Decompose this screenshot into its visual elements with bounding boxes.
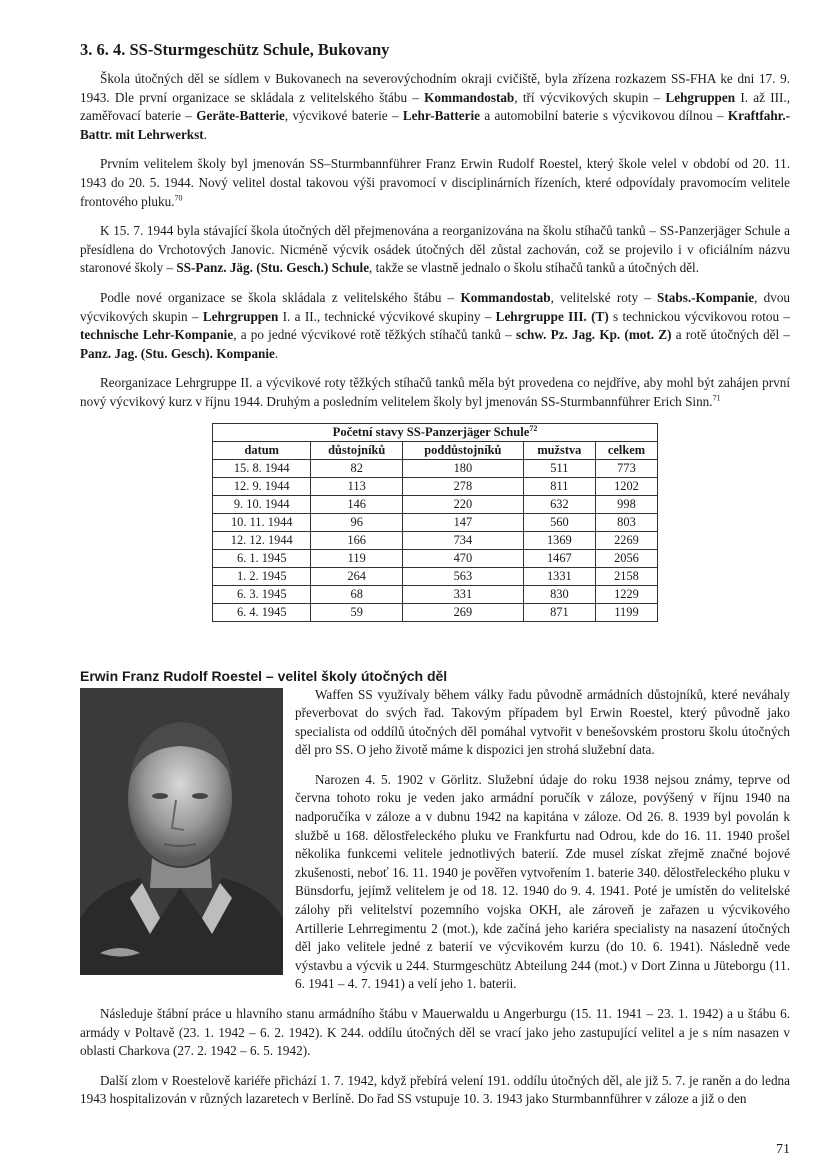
table-cell: 59 xyxy=(311,603,402,621)
table-cell: 264 xyxy=(311,567,402,585)
paragraph-1: Škola útočných děl se sídlem v Bukovanech na severovýchodním okraji cvičiště, byla zřízena rozkazem SS-FHA ke dni 17. 9. 1943. Dle první organizace se skládala z velitelského štábu – Kommandostab, tří výcvikových skupin – Lehgruppen I. až III., zaměřovací baterie – Geräte-Batterie, výcvikové baterie – Lehr-Batterie a automobilní baterie s výcvikovou dílnou – Kraftfahr.-Battr. mit Lehrwerkst. xyxy=(80,71,791,142)
table-cell: 830 xyxy=(523,585,595,603)
table-cell: 560 xyxy=(523,513,595,531)
paragraph-3: K 15. 7. 1944 byla stávající škola útočných děl přejmenována a reorganizována na školu stíhačů tanků – SS-Panzerjäger Schule a přesídlena do Vrchotových Janovic. Nicméně výcvik osádek útočných děl zůstal zachován, což se projevilo i v oficiálním názvu staronové školy – SS-Panz. Jäg. (Stu. Gesch.) Schule, takže se vlastně jednalo o školu stíhačů tanků a útočných děl. xyxy=(80,223,790,276)
table-title: Početní stavy SS-Panzerjäger Schule$^{72}$ xyxy=(212,423,658,441)
bio-paragraph-3: Následuje štábní práce u hlavního stanu armádního štábu v Mauerwaldu u Angerburgu (15. 11. 1941 – 23. 1. 1942) a u štábu 6. armády v Poltavě (23. 1. 1942 – 6. 2. 1942). K 244. oddílu útočných děl se vrací jako jeho zastupující velitel a je s ním nasazen v oblasti Charkova (27. 2. 1942 – 6. 5. 1942). xyxy=(80,1006,790,1059)
table-cell: 1199 xyxy=(595,603,657,621)
table-header-row xyxy=(213,441,658,459)
bio-section xyxy=(80,686,790,1109)
table-row xyxy=(213,477,658,495)
table-body xyxy=(213,459,658,621)
table-cell: 563 xyxy=(402,567,523,585)
table-cell: 1331 xyxy=(523,567,595,585)
portrait-photo xyxy=(80,688,283,975)
table-cell: 811 xyxy=(523,477,595,495)
column-header: důstojníků xyxy=(311,441,402,459)
column-header: poddůstojníků xyxy=(402,441,523,459)
bio-paragraph-2: Narozen 4. 5. 1902 v Görlitz. Služební údaje do roku 1938 nejsou známy, teprve od června tohoto roku je veden jako armádní poručík v záloze, povýšený v říjnu 1940 na nadporučíka v záloze a v dubnu 1942 na kapitána v záloze. Od 26. 8. 1939 byl povolán k službě u 168. dělostřeleckého pluku ve Frankfurtu nad Odrou, kde do 16. 11. 1940 prošel několika funkcemi velitele jednotlivých baterií. Zde musel získat zřejmě značné bojové zkušenosti, neboť 16. 11. 1940 je pověřen vytvořením 1. baterie 340. dělostřeleckého pluku v Bünsdorfu, jejímž velitelem je od 18. 12. 1940 do 9. 4. 1941. Poté je umístěn do velitelské zálohy při velitelství pozemního vojska OKH, ale zároveň je zařazen u výcvikového Artillerie Lehrregimentu 2 (mot.), kde začíná jeho kariéra specialisty na nasazení útočných děl jako velitele jedné z baterií ve výcvikovém kurzu (do 10. 6. 1941). Následně vede výstavbu a výcvik u 244. Sturmgeschütz Abteilung 244 (mot.) v Dort Zinna u Jüteborgu (11. 6. 1941 – 4. 7. 1941) a velí jeho 1. baterii. xyxy=(295,771,790,992)
document-page xyxy=(80,40,790,1120)
table-cell: 147 xyxy=(402,513,523,531)
column-header: celkem xyxy=(595,441,657,459)
bio-heading: Erwin Franz Rudolf Roestel – velitel školy útočných děl xyxy=(80,667,448,684)
table-cell: 803 xyxy=(595,513,657,531)
column-header: datum xyxy=(213,441,311,459)
table-cell: 632 xyxy=(523,495,595,513)
table-cell: 12. 9. 1944 xyxy=(213,477,311,495)
table-cell: 998 xyxy=(595,495,657,513)
section-title: 3. 6. 4. SS-Sturmgeschütz Schule, Bukovany xyxy=(80,40,390,59)
table-row xyxy=(213,495,658,513)
table-cell: 68 xyxy=(311,585,402,603)
bio-paragraph-4: Další zlom v Roestelově kariéře přichází 1. 7. 1942, když přebírá velení 191. oddílu útočných děl, ale již 5. 7. je raněn a do ledna 1943 hospitalizován v různých lazaretech v Berlíně. Do řad SS vstupuje 10. 3. 1943 jako Sturmbannführer v záloze a již o den xyxy=(80,1072,790,1107)
page-number: 71 xyxy=(776,1142,790,1157)
table-cell: 82 xyxy=(311,459,402,477)
table-row xyxy=(213,513,658,531)
table-cell: 166 xyxy=(311,531,402,549)
table-cell: 871 xyxy=(523,603,595,621)
portrait-figure xyxy=(80,688,283,975)
table-cell: 119 xyxy=(311,549,402,567)
footnote-ref: 71 xyxy=(712,393,721,403)
footnote-ref: 70 xyxy=(174,193,183,203)
paragraph-4: Podle nové organizace se škola skládala z velitelského štábu – Kommandostab, velitelské roty – Stabs.-Kompanie, dvou výcvikových skupin – Lehrgruppen I. a II., technické výcvikové skupiny – Lehrgruppe III. (T) s technickou výcvikovou rotou – technische Lehr-Kompanie, a po jedné výcvikové rotě těžkých stíhačů tanků – schw. Pz. Jag. Kp. (mot. Z) a rotě útočných děl – Panz. Jag. (Stu. Gesch). Kompanie. xyxy=(80,289,791,361)
table-cell: 511 xyxy=(523,459,595,477)
table-cell: 15. 8. 1944 xyxy=(213,459,311,477)
table-cell: 2158 xyxy=(595,567,657,585)
table-row xyxy=(213,603,658,621)
bio-paragraph-1: Waffen SS využívaly během války řadu původně armádních důstojníků, které neváhaly převerbovat do svých řad. Takovým případem byl Erwin Roestel, který původně jako specialista od oddílů útočných děl pomáhal vytvořit v benešovském prostoru školu útočných děl pro SS. O jeho životě máme k dispozici jen strohá služební data. xyxy=(295,686,790,758)
paragraph-5: Reorganizace Lehrgruppe II. a výcvikové roty těžkých stíhačů tanků měla být provedena co nejdříve, aby mohl být zahájen první nový výcvikový kurz v říjnu 1944. Druhým a posledním velitelem školy byl jmenován SS-Sturmbannführer Erich Sinn.$^{71}$ xyxy=(80,375,790,409)
column-header: mužstva xyxy=(523,441,595,459)
strength-table xyxy=(212,423,658,622)
table-row xyxy=(213,531,658,549)
table-cell: 1229 xyxy=(595,585,657,603)
table-cell: 331 xyxy=(402,585,523,603)
table-cell: 9. 10. 1944 xyxy=(213,495,311,513)
table-cell: 12. 12. 1944 xyxy=(213,531,311,549)
table-cell: 220 xyxy=(402,495,523,513)
table-cell: 113 xyxy=(311,477,402,495)
table-cell: 1467 xyxy=(523,549,595,567)
table-row xyxy=(213,459,658,477)
table-row xyxy=(213,549,658,567)
table-row xyxy=(213,585,658,603)
table-cell: 10. 11. 1944 xyxy=(213,513,311,531)
table-cell: 6. 3. 1945 xyxy=(213,585,311,603)
table-cell: 470 xyxy=(402,549,523,567)
table-cell: 269 xyxy=(402,603,523,621)
table-cell: 278 xyxy=(402,477,523,495)
table-cell: 1. 2. 1945 xyxy=(213,567,311,585)
table-cell: 180 xyxy=(402,459,523,477)
table-cell: 734 xyxy=(402,531,523,549)
table-cell: 2269 xyxy=(595,531,657,549)
table-cell: 773 xyxy=(595,459,657,477)
table-cell: 6. 1. 1945 xyxy=(213,549,311,567)
table-cell: 6. 4. 1945 xyxy=(213,603,311,621)
paragraph-2: Prvním velitelem školy byl jmenován SS–Sturmbannführer Franz Erwin Rudolf Roestel, který škole velel v období od 20. 11. 1943 do 20. 5. 1944. Nový velitel dostal takovou výši pravomocí v disciplinárních řízeních, které odpovídaly pravomocím velitele frontového pluku.$^{70}$ xyxy=(80,156,790,209)
table-cell: 146 xyxy=(311,495,402,513)
table-cell: 1202 xyxy=(595,477,657,495)
table-row xyxy=(213,567,658,585)
table-cell: 1369 xyxy=(523,531,595,549)
table-cell: 96 xyxy=(311,513,402,531)
table-cell: 2056 xyxy=(595,549,657,567)
